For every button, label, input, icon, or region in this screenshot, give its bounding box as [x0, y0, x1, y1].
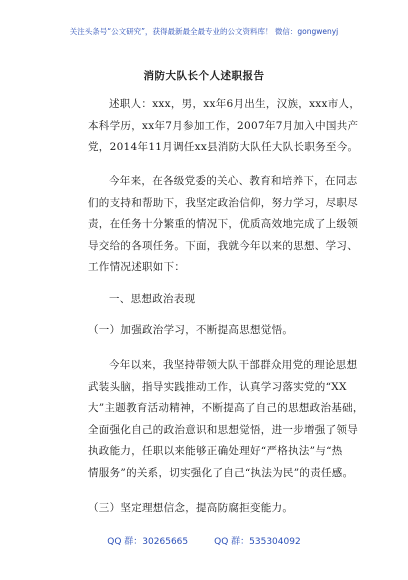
text-line: 们的支持和帮助下，我坚定政治信仰，努力学习，尽职尽 — [88, 196, 358, 209]
paragraph-overview — [88, 171, 368, 279]
paragraph-political-study — [88, 355, 368, 484]
footer-qq-group-2: QQ 群：535304092 — [214, 537, 301, 547]
text-line: 本科学历，xx年7月参加工作，2007年7月加入中国共产 — [88, 119, 359, 132]
text-line: 责，在任务十分繁重的情况下，优质高效地完成了上级领 — [88, 218, 358, 230]
text-line: （一）加强政治学习，不断提高思想觉悟。 — [88, 324, 294, 336]
text-line: 今年来，在各级党委的关心、教育和培养下，在同志 — [109, 175, 358, 187]
text-line: 党，2014年11月调任xx县消防大队任大队长职务至今。 — [88, 141, 359, 153]
section-heading — [88, 289, 368, 311]
subsection-heading — [88, 320, 368, 342]
subsection-heading — [88, 498, 368, 520]
paragraph-intro — [88, 94, 368, 159]
page-footer — [0, 534, 408, 547]
text-line: 执政能力，任职以来能够正确处理好“严格执法”与“热 — [88, 445, 343, 457]
text-line: 一、思想政治表现 — [109, 293, 196, 305]
text-line: 大”主题教育活动精神，不断提高了自己的思想政治基础， — [88, 402, 364, 414]
text-line: 工作情况述职如下： — [88, 261, 186, 273]
page-header-banner: 关注头条号“公文研究”，获得最新最全最专业的公文资料库！ 微信：gongwenyj — [69, 27, 339, 36]
text-line: 全面强化自己的政治意识和思想觉悟，进一步增强了领导 — [88, 423, 358, 436]
text-line: 武装头脑，指导实践推动工作，认真学习落实党的“XX — [88, 380, 347, 393]
text-line: 情服务”的关系，切实强化了自己“执法为民”的责任感。 — [88, 466, 354, 479]
document-title: 消防大队长个人述职报告 — [143, 70, 265, 82]
text-line: （三）坚定理想信念，提高防腐拒变能力。 — [88, 502, 294, 514]
text-line: 导交给的各项任务。下面，我就今年以来的思想、学习、 — [88, 239, 358, 252]
text-line: 述职人：xxx，男，xx年6月出生，汉族，xxx市人， — [109, 98, 361, 110]
text-line: 今年以来，我坚持带领大队干部群众用党的理论思想 — [109, 359, 358, 371]
footer-qq-group-1: QQ 群：30265665 — [107, 537, 189, 547]
